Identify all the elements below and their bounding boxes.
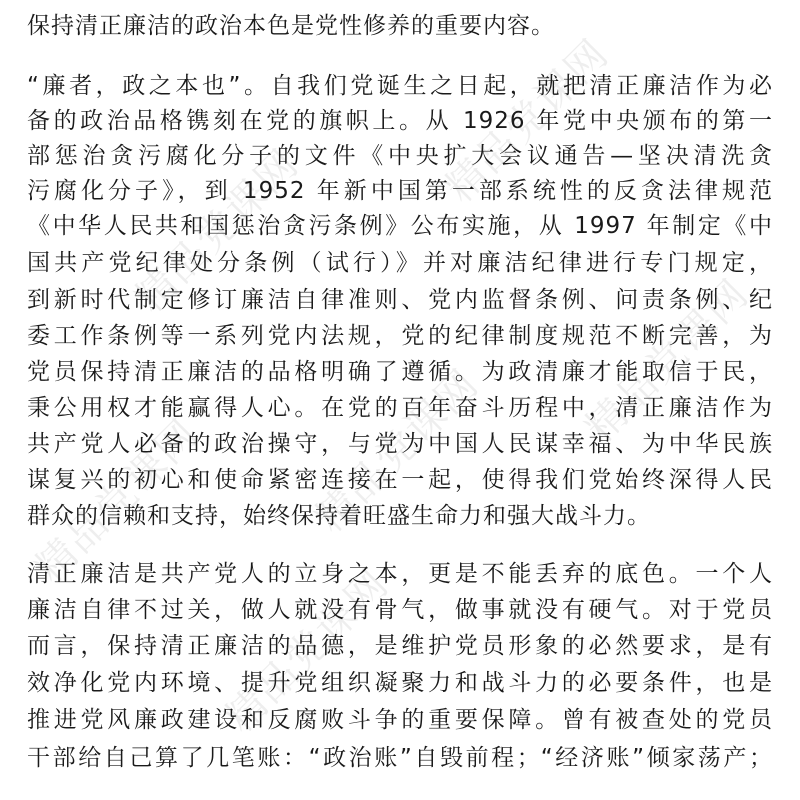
paragraph-2-line-10: 秉公用权才能赢得人心。在党的百年奋斗历程中，清正廉洁作为 [27, 395, 773, 421]
paragraph-2-line-13: 群众的信赖和支持，始终保持着旺盛生命力和强大战斗力。 [27, 503, 651, 529]
paragraph-2-line-2: 备的政治品格镌刻在党的旗帜上。从 1926 年党中央颁布的第一 [27, 108, 773, 134]
watermark: 精品党课网 [216, 560, 398, 742]
watermark: 精品党课网 [26, 410, 208, 592]
paragraph-2-line-3: 部惩治贪污腐化分子的文件《中央扩大会议通告—坚决清洗贪 [27, 143, 773, 169]
paragraph-3-line-5: 推进党风廉政建设和反腐败斗争的重要保障。曾有被查处的党员 [27, 707, 773, 733]
paragraph-3-line-3: 而言，保持清正廉洁的品德，是维护党员形象的必然要求，是有 [27, 633, 773, 659]
paragraph-2-line-1: “廉者，政之本也”。自我们党诞生之日起，就把清正廉洁作为必 [27, 73, 773, 99]
paragraph-3-line-6: 干部给自己算了几笔账：“政治账”自毁前程；“经济账”倾家荡产； [27, 745, 773, 771]
paragraph-2-line-8: 委工作条例等一系列党内法规，党的纪律制度规范不断完善，为 [27, 323, 773, 349]
paragraph-2-line-4: 污腐化分子》，到 1952 年新中国第一部系统性的反贪法律规范 [27, 178, 773, 204]
watermark: 精品党课网 [126, 140, 308, 322]
watermark: 精品党课网 [576, 270, 758, 452]
paragraph-2-line-11: 共产党人必备的政治操守，与党为中国人民谋幸福、为中华民族 [27, 431, 773, 457]
paragraph-3-line-2: 廉洁自律不过关，做人就没有骨气，做事就没有硬气。对于党员 [27, 597, 773, 623]
watermark: 精品党课网 [436, 30, 618, 212]
paragraph-2-line-12: 谋复兴的初心和使命紧密连接在一起，使得我们党始终深得人民 [27, 467, 773, 493]
paragraph-2-line-6: 国共产党纪律处分条例（试行）》并对廉洁纪律进行专门规定， [27, 250, 773, 276]
paragraph-1-line-1: 保持清正廉洁的政治本色是党性修养的重要内容。 [27, 13, 555, 39]
paragraph-3-line-1: 清正廉洁是共产党人的立身之本，更是不能丢弃的底色。一个人 [27, 561, 773, 587]
paragraph-3-line-4: 效净化党内环境、提升党组织凝聚力和战斗力的必要条件，也是 [27, 670, 773, 696]
paragraph-2-line-5: 《中华人民共和国惩治贪污条例》公布实施，从 1997 年制定《中 [27, 213, 773, 239]
paragraph-2-line-7: 到新时代制定修订廉洁自律准则、党内监督条例、问责条例、纪 [27, 287, 773, 313]
paragraph-2-line-9: 党员保持清正廉洁的品格明确了遵循。为政清廉才能取信于民， [27, 359, 773, 385]
watermark: 精品党课网 [306, 360, 488, 542]
